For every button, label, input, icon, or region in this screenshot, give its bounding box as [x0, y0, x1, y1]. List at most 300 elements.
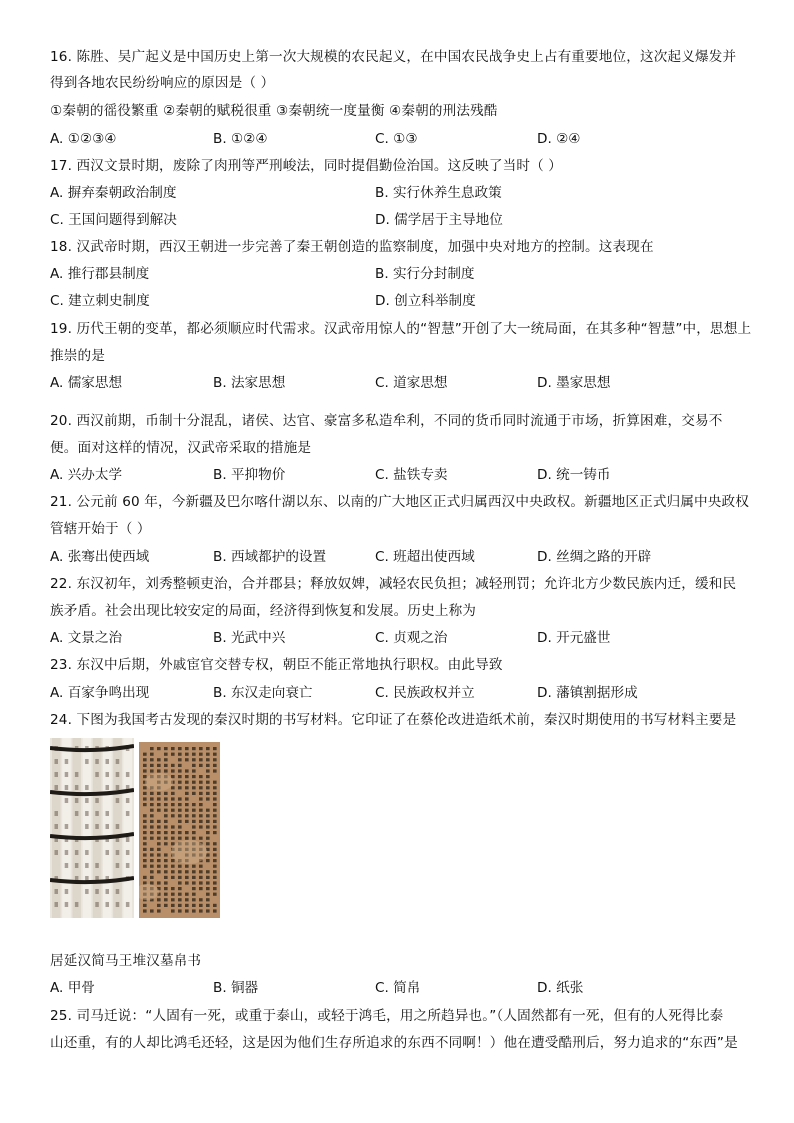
- silk-character: [143, 837, 147, 840]
- silk-character: [164, 820, 168, 823]
- slip-character: [55, 824, 59, 829]
- q20-option-c[interactable]: C. 盐铁专卖: [375, 467, 448, 483]
- silk-character: [157, 792, 161, 795]
- slip-character: [95, 811, 99, 816]
- silk-character: [213, 848, 217, 851]
- silk-character: [192, 831, 196, 834]
- silk-character: [178, 831, 182, 834]
- silk-character: [150, 881, 154, 884]
- slip-character: [55, 759, 59, 764]
- q17-option-c[interactable]: C. 王国问题得到解决: [50, 212, 177, 228]
- silk-character: [178, 865, 182, 868]
- silk-character: [178, 753, 182, 756]
- q16-option-b[interactable]: B. ①②④: [213, 131, 268, 147]
- silk-character: [192, 758, 196, 761]
- silk-character: [171, 814, 175, 817]
- q19-option-d[interactable]: D. 墨家思想: [537, 375, 611, 391]
- silk-character: [213, 831, 217, 834]
- juyan-bamboo-slips-image: [50, 738, 134, 918]
- silk-character: [199, 814, 203, 817]
- silk-character: [171, 898, 175, 901]
- slip-character: [106, 850, 110, 855]
- slip-character: [65, 759, 69, 764]
- silk-character: [185, 898, 189, 901]
- slip-character: [65, 772, 69, 777]
- silk-character: [157, 898, 161, 901]
- silk-character: [213, 764, 217, 767]
- silk-character: [150, 825, 154, 828]
- silk-character: [192, 904, 196, 907]
- silk-character: [171, 842, 175, 845]
- silk-character: [150, 758, 154, 761]
- slip-character: [126, 798, 129, 803]
- q23-stem: 23. 东汉中后期，外戚宦官交替专权，朝臣不能正常地执行职权。由此导致: [50, 657, 503, 673]
- silk-character: [157, 769, 161, 772]
- silk-character: [206, 753, 210, 756]
- q20-stem-line-1: 20. 西汉前期，币制十分混乱，诸侯、达官、豪富多私造牟利，不同的货币同时流通于市场，折算困难，交易不: [50, 413, 723, 429]
- silk-character: [185, 803, 189, 806]
- silk-character: [157, 758, 161, 761]
- silk-character: [192, 887, 196, 890]
- silk-character: [157, 831, 161, 834]
- silk-character: [213, 769, 217, 772]
- silk-character: [143, 814, 147, 817]
- silk-character: [213, 904, 217, 907]
- silk-character: [199, 865, 203, 868]
- silk-character: [164, 758, 168, 761]
- slip-character: [116, 785, 120, 790]
- silk-character: [206, 887, 210, 890]
- silk-character: [150, 814, 154, 817]
- silk-character: [213, 758, 217, 761]
- slip-character: [116, 772, 120, 777]
- silk-character: [213, 753, 217, 756]
- q16-option-c[interactable]: C. ①③: [375, 131, 418, 147]
- silk-character: [206, 792, 210, 795]
- silk-character: [171, 893, 175, 896]
- silk-character: [143, 904, 147, 907]
- q24-option-a[interactable]: A. 甲骨: [50, 980, 95, 996]
- silk-character: [178, 769, 182, 772]
- slip-character: [106, 824, 110, 829]
- q21-option-b[interactable]: B. 西域都护的设置: [213, 549, 327, 565]
- silk-character: [157, 859, 161, 862]
- silk-character: [206, 775, 210, 778]
- slip-character: [95, 863, 99, 868]
- q22-stem-line-2: 族矛盾。社会出现比较安定的局面，经济得到恢复和发展。历史上称为: [50, 603, 477, 619]
- q17-option-a[interactable]: A. 摒弃秦朝政治制度: [50, 185, 177, 201]
- silk-character: [171, 747, 175, 750]
- silk-character: [164, 814, 168, 817]
- silk-character: [157, 820, 161, 823]
- slip-character: [126, 863, 129, 868]
- silk-character: [199, 870, 203, 873]
- q19-stem-line-1: 19. 历代王朝的变革，都必须顺应时代需求。汉武帝用惊人的“智慧”开创了大一统局面，在其多种“智慧”中，思想上: [50, 321, 752, 337]
- q19-option-a[interactable]: A. 儒家思想: [50, 375, 123, 391]
- silk-character: [171, 769, 175, 772]
- silk-character: [185, 876, 189, 879]
- slip-character: [85, 785, 89, 790]
- silk-character: [206, 820, 210, 823]
- slip-character: [55, 889, 59, 894]
- silk-character: [164, 825, 168, 828]
- silk-character: [185, 786, 189, 789]
- silk-character: [192, 898, 196, 901]
- q16-statements: ①秦朝的徭役繁重 ②秦朝的赋税很重 ③秦朝统一度量衡 ④秦朝的刑法残酷: [50, 103, 498, 119]
- silk-character: [206, 814, 210, 817]
- silk-character: [185, 753, 189, 756]
- silk-character: [150, 909, 154, 912]
- silk-character: [164, 876, 168, 879]
- silk-character: [143, 753, 147, 756]
- silk-character: [171, 870, 175, 873]
- slip-character: [116, 863, 120, 868]
- silk-character: [185, 814, 189, 817]
- silk-character: [178, 825, 182, 828]
- slip-character: [106, 902, 110, 907]
- slip-character: [106, 772, 110, 777]
- silk-character: [150, 803, 154, 806]
- silk-character: [206, 909, 210, 912]
- silk-character: [164, 747, 168, 750]
- q21-option-d[interactable]: D. 丝绸之路的开辟: [537, 549, 652, 565]
- slip-character: [126, 772, 129, 777]
- q20-option-b[interactable]: B. 平抑物价: [213, 467, 286, 483]
- silk-character: [143, 764, 147, 767]
- bamboo-slip: [123, 738, 132, 918]
- silk-character: [192, 764, 196, 767]
- silk-wear-patch: [139, 884, 159, 900]
- slip-character: [126, 837, 129, 842]
- silk-character: [192, 825, 196, 828]
- slip-character: [65, 824, 69, 829]
- q21-stem-line-2: 管辖开始于（ ）: [50, 521, 151, 537]
- silk-character: [199, 909, 203, 912]
- silk-character: [185, 769, 189, 772]
- silk-character: [150, 769, 154, 772]
- silk-character: [185, 831, 189, 834]
- silk-character: [171, 786, 175, 789]
- q16-option-a[interactable]: A. ①②③④: [50, 131, 117, 147]
- silk-character: [164, 831, 168, 834]
- silk-character: [206, 859, 210, 862]
- silk-character: [178, 881, 182, 884]
- silk-character: [164, 904, 168, 907]
- slip-character: [85, 863, 89, 868]
- silk-character: [178, 904, 182, 907]
- silk-character: [192, 769, 196, 772]
- silk-character: [185, 865, 189, 868]
- slip-character: [116, 850, 120, 855]
- silk-character: [143, 792, 147, 795]
- q18-option-d[interactable]: D. 创立科举制度: [375, 293, 476, 309]
- q22-stem-line-1: 22. 东汉初年，刘秀整顿吏治，合并郡县；释放奴婢，减轻农民负担；减轻刑罚；允许北方少数民族内迁，缓和民: [50, 576, 737, 592]
- q24-option-d[interactable]: D. 纸张: [537, 980, 584, 996]
- silk-character: [171, 797, 175, 800]
- q16-stem-line-2: 得到各地农民纷纷响应的原因是（ ）: [50, 75, 275, 91]
- silk-character: [171, 837, 175, 840]
- silk-character: [213, 870, 217, 873]
- slip-character: [106, 759, 110, 764]
- silk-character: [199, 809, 203, 812]
- silk-character: [143, 803, 147, 806]
- silk-character: [206, 831, 210, 834]
- silk-character: [206, 825, 210, 828]
- silk-character: [150, 837, 154, 840]
- silk-character: [206, 881, 210, 884]
- silk-character: [150, 870, 154, 873]
- slip-character: [85, 889, 89, 894]
- silk-character: [199, 876, 203, 879]
- silk-character: [171, 831, 175, 834]
- silk-character: [213, 853, 217, 856]
- silk-character: [192, 753, 196, 756]
- silk-character: [206, 764, 210, 767]
- silk-character: [164, 764, 168, 767]
- silk-character: [192, 786, 196, 789]
- silk-character: [213, 865, 217, 868]
- silk-manuscript-drawing: [139, 742, 220, 918]
- silk-character: [171, 792, 175, 795]
- slip-character: [75, 785, 79, 790]
- q24-option-c[interactable]: C. 简帛: [375, 980, 421, 996]
- q17-option-b[interactable]: B. 实行休养生息政策: [375, 185, 502, 201]
- silk-character: [178, 870, 182, 873]
- silk-character: [143, 769, 147, 772]
- q25-stem-line-2: 山还重，有的人却比鸿毛还轻，这是因为他们生存所追求的东西不同啊！）他在遭受酷刑后，努力追求的“东西”是: [50, 1035, 738, 1051]
- silk-character: [171, 865, 175, 868]
- slip-character: [55, 811, 59, 816]
- silk-character: [164, 870, 168, 873]
- silk-character: [185, 837, 189, 840]
- silk-character: [185, 747, 189, 750]
- q19-option-c[interactable]: C. 道家思想: [375, 375, 448, 391]
- silk-character: [199, 837, 203, 840]
- slip-character: [95, 798, 99, 803]
- silk-character: [164, 887, 168, 890]
- silk-character: [192, 837, 196, 840]
- slip-character: [116, 824, 120, 829]
- q24-option-b[interactable]: B. 铜器: [213, 980, 259, 996]
- silk-character: [164, 898, 168, 901]
- q22-option-c[interactable]: C. 贞观之治: [375, 630, 448, 646]
- silk-character: [199, 825, 203, 828]
- slip-character: [85, 759, 89, 764]
- slip-character: [75, 850, 79, 855]
- silk-character: [213, 792, 217, 795]
- silk-character: [157, 764, 161, 767]
- silk-character: [206, 837, 210, 840]
- silk-character: [157, 842, 161, 845]
- q17-stem: 17. 西汉文景时期，废除了肉刑等严刑峻法，同时提倡勤俭治国。这反映了当时（ ）: [50, 158, 563, 174]
- silk-character: [192, 909, 196, 912]
- q20-option-d[interactable]: D. 统一铸币: [537, 467, 611, 483]
- silk-character: [199, 747, 203, 750]
- silk-wear-patch: [171, 840, 207, 864]
- silk-character: [164, 881, 168, 884]
- silk-character: [150, 809, 154, 812]
- slip-character: [85, 798, 89, 803]
- bamboo-slip: [72, 738, 81, 918]
- silk-character: [171, 909, 175, 912]
- silk-character: [171, 809, 175, 812]
- slip-character: [106, 785, 110, 790]
- silk-character: [164, 792, 168, 795]
- silk-character: [206, 747, 210, 750]
- silk-character: [199, 904, 203, 907]
- silk-character: [150, 848, 154, 851]
- q23-option-b[interactable]: B. 东汉走向衰亡: [213, 685, 313, 701]
- silk-character: [185, 809, 189, 812]
- silk-character: [150, 853, 154, 856]
- slip-character: [75, 863, 79, 868]
- silk-character: [199, 797, 203, 800]
- q19-option-b[interactable]: B. 法家思想: [213, 375, 286, 391]
- silk-character: [150, 876, 154, 879]
- q23-option-c[interactable]: C. 民族政权并立: [375, 685, 475, 701]
- q23-option-d[interactable]: D. 藩镇割据形成: [537, 685, 638, 701]
- q24-figure-caption: 居延汉简马王堆汉墓帛书: [50, 953, 202, 969]
- silk-character: [213, 814, 217, 817]
- silk-character: [178, 797, 182, 800]
- silk-character: [213, 881, 217, 884]
- silk-character: [192, 870, 196, 873]
- silk-character: [199, 753, 203, 756]
- silk-character: [206, 797, 210, 800]
- q21-option-c[interactable]: C. 班超出使西域: [375, 549, 475, 565]
- silk-character: [185, 781, 189, 784]
- silk-character: [206, 842, 210, 845]
- silk-character: [185, 775, 189, 778]
- silk-character: [178, 775, 182, 778]
- silk-character: [206, 809, 210, 812]
- silk-character: [199, 786, 203, 789]
- q23-option-a[interactable]: A. 百家争鸣出现: [50, 685, 150, 701]
- silk-character: [192, 747, 196, 750]
- silk-character: [192, 820, 196, 823]
- silk-character: [199, 792, 203, 795]
- q20-option-a[interactable]: A. 兴办太学: [50, 467, 123, 483]
- silk-character: [171, 764, 175, 767]
- silk-character: [199, 775, 203, 778]
- silk-character: [157, 881, 161, 884]
- silk-character: [213, 825, 217, 828]
- silk-character: [185, 870, 189, 873]
- silk-character: [143, 831, 147, 834]
- slip-character: [106, 889, 110, 894]
- q16-option-d[interactable]: D. ②④: [537, 131, 581, 147]
- silk-character: [206, 781, 210, 784]
- slip-character: [55, 772, 59, 777]
- silk-character: [178, 837, 182, 840]
- silk-character: [178, 893, 182, 896]
- silk-character: [178, 803, 182, 806]
- q17-option-d[interactable]: D. 儒学居于主导地位: [375, 212, 503, 228]
- silk-character: [206, 898, 210, 901]
- silk-character: [178, 814, 182, 817]
- silk-character: [192, 781, 196, 784]
- slip-character: [116, 798, 120, 803]
- silk-character: [192, 881, 196, 884]
- silk-character: [178, 786, 182, 789]
- silk-character: [213, 893, 217, 896]
- q19-stem-line-2: 推崇的是: [50, 348, 105, 364]
- silk-character: [213, 842, 217, 845]
- slip-character: [75, 811, 79, 816]
- silk-character: [157, 747, 161, 750]
- slip-character: [65, 902, 69, 907]
- silk-character: [192, 876, 196, 879]
- silk-character: [164, 842, 168, 845]
- silk-character: [150, 865, 154, 868]
- silk-character: [157, 825, 161, 828]
- slip-character: [55, 902, 59, 907]
- silk-character: [164, 853, 168, 856]
- silk-character: [143, 775, 147, 778]
- silk-character: [150, 747, 154, 750]
- silk-character: [157, 865, 161, 868]
- silk-character: [213, 809, 217, 812]
- silk-character: [157, 803, 161, 806]
- silk-character: [178, 809, 182, 812]
- q21-option-a[interactable]: A. 张骞出使西域: [50, 549, 150, 565]
- silk-character: [143, 853, 147, 856]
- q18-option-c[interactable]: C. 建立刺史制度: [50, 293, 150, 309]
- silk-character: [206, 893, 210, 896]
- slip-character: [95, 889, 99, 894]
- slip-character: [95, 902, 99, 907]
- silk-character: [164, 865, 168, 868]
- q22-option-b[interactable]: B. 光武中兴: [213, 630, 286, 646]
- silk-character: [157, 837, 161, 840]
- q18-option-a[interactable]: A. 推行郡县制度: [50, 266, 150, 282]
- silk-character: [206, 870, 210, 873]
- slip-character: [95, 772, 99, 777]
- silk-character: [150, 831, 154, 834]
- slip-character: [126, 902, 129, 907]
- q18-option-b[interactable]: B. 实行分封制度: [375, 266, 475, 282]
- slip-character: [126, 811, 129, 816]
- silk-character: [171, 753, 175, 756]
- slip-character: [75, 772, 79, 777]
- silk-character: [157, 848, 161, 851]
- silk-character: [150, 859, 154, 862]
- bamboo-slips-drawing: [50, 738, 134, 918]
- q22-option-d[interactable]: D. 开元盛世: [537, 630, 611, 646]
- slip-character: [126, 850, 129, 855]
- silk-character: [199, 764, 203, 767]
- slip-character: [75, 902, 79, 907]
- slip-character: [116, 759, 120, 764]
- silk-character: [185, 904, 189, 907]
- slip-character: [85, 811, 89, 816]
- silk-character: [192, 809, 196, 812]
- silk-character: [143, 865, 147, 868]
- silk-character: [192, 775, 196, 778]
- silk-character: [185, 893, 189, 896]
- silk-character: [143, 848, 147, 851]
- slip-character: [95, 824, 99, 829]
- silk-character: [185, 797, 189, 800]
- silk-character: [199, 898, 203, 901]
- silk-character: [213, 887, 217, 890]
- silk-character: [171, 775, 175, 778]
- silk-character: [199, 758, 203, 761]
- silk-character: [171, 887, 175, 890]
- q22-option-a[interactable]: A. 文景之治: [50, 630, 123, 646]
- slip-character: [55, 850, 59, 855]
- q24-stem: 24. 下图为我国考古发现的秦汉时期的书写材料。它印证了在蔡伦改进造纸术前，秦汉时期使用的书写材料主要是: [50, 712, 737, 728]
